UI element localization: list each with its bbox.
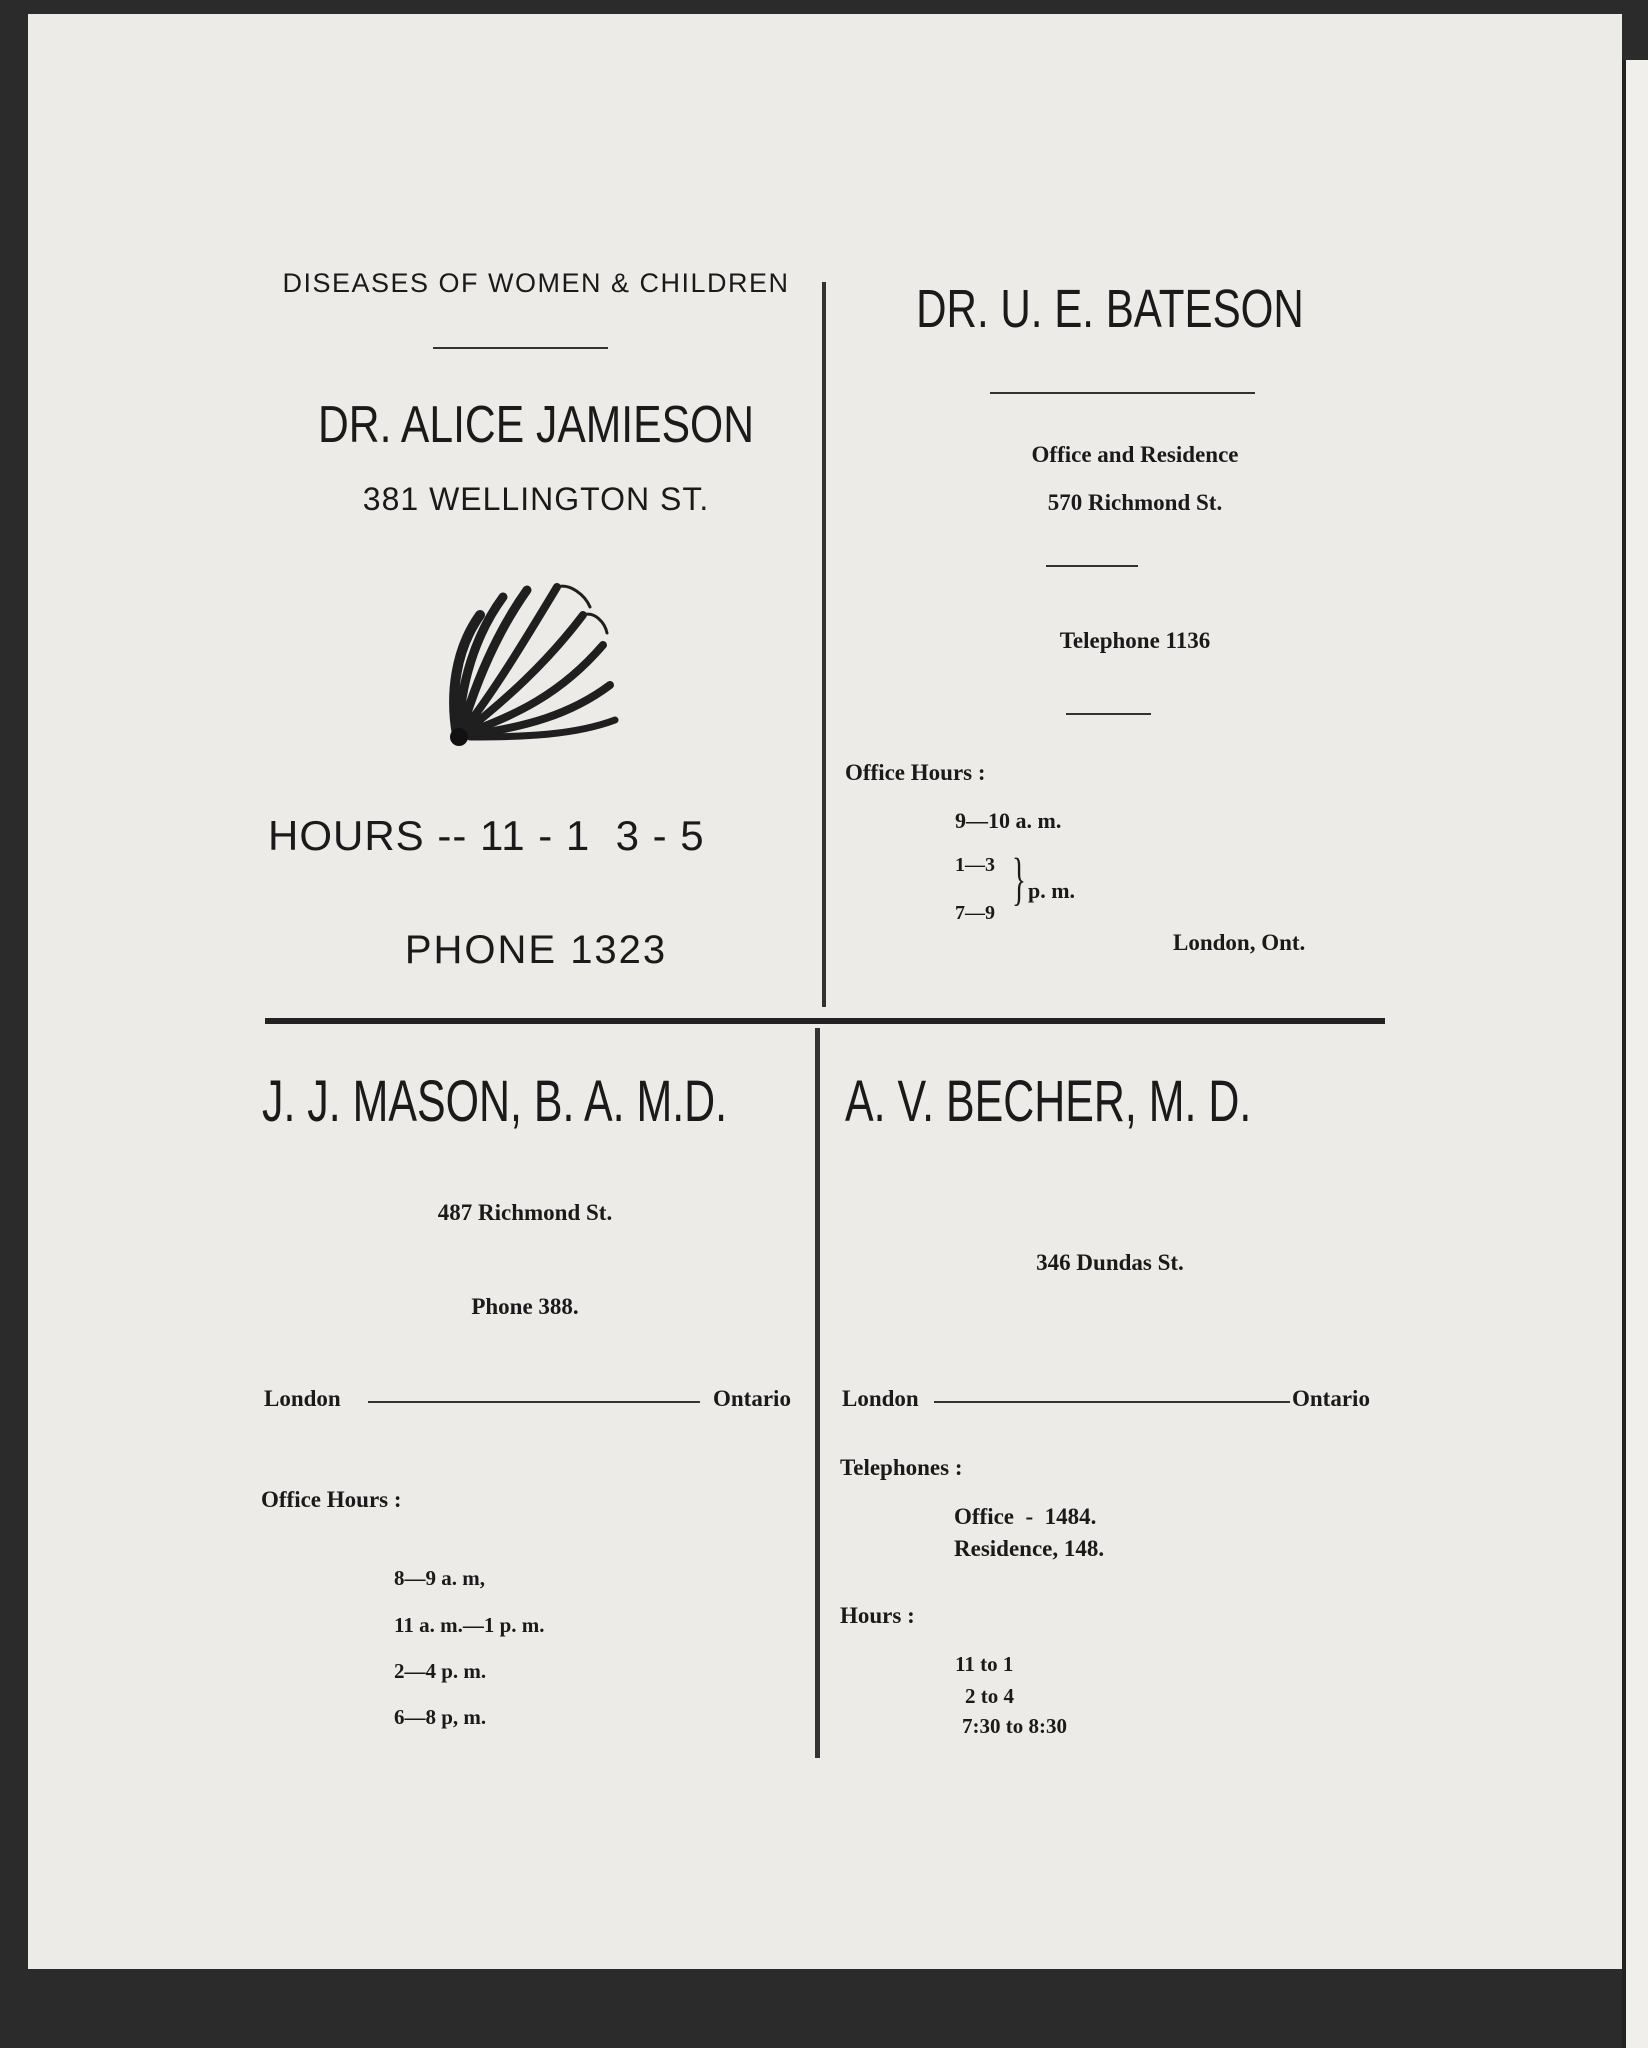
- becher-address: 346 Dundas St.: [1036, 1250, 1184, 1275]
- mason-hours-4: 6—8 p, m.: [394, 1705, 487, 1729]
- mason-address: 487 Richmond St.: [437, 1200, 613, 1225]
- bateson-address: 570 Richmond St.: [1047, 490, 1223, 515]
- bateson-hours-pm-suffix: p. m.: [1028, 878, 1076, 903]
- mason-province: Ontario: [713, 1386, 791, 1411]
- jamieson-specialty: DISEASES OF WOMEN & CHILDREN: [282, 268, 790, 298]
- becher-address-line: [934, 1401, 1290, 1403]
- bateson-rule-3: [1066, 713, 1151, 715]
- bateson-hours-am: 9—10 a. m.: [955, 808, 1062, 833]
- vertical-divider-top: [822, 282, 826, 1007]
- becher-hours-label: Hours :: [840, 1603, 915, 1628]
- becher-hours-3: 7:30 to 8:30: [962, 1714, 1067, 1738]
- bateson-hours-pm-2: 7—9: [955, 902, 995, 924]
- horizontal-divider: [265, 1018, 1385, 1024]
- jamieson-phone: PHONE 1323: [404, 928, 668, 972]
- palm-leaf-icon: [445, 575, 625, 750]
- bateson-rule-1: [990, 392, 1255, 394]
- becher-hours-1: 11 to 1: [955, 1652, 1014, 1676]
- becher-city: London: [842, 1386, 919, 1411]
- bateson-hours-label: Office Hours :: [845, 760, 986, 785]
- mason-hours-label: Office Hours :: [261, 1487, 402, 1512]
- page-spine: [1622, 60, 1648, 2048]
- mason-address-line: [368, 1401, 700, 1403]
- bateson-office-label: Office and Residence: [1031, 442, 1239, 467]
- vertical-divider-bottom: [815, 1028, 820, 1758]
- mason-hours-1: 8—9 a. m,: [394, 1566, 485, 1590]
- mason-city: London: [264, 1386, 341, 1411]
- jamieson-rule: [433, 347, 608, 349]
- jamieson-address: 381 WELLINGTON ST.: [362, 481, 710, 517]
- becher-hours-2: 2 to 4: [965, 1684, 1014, 1708]
- becher-telephones-label: Telephones :: [840, 1455, 963, 1480]
- jamieson-hours: HOURS -- 11 - 1 3 - 5: [268, 812, 705, 859]
- mason-name: J. J. MASON, B. A. M.D.: [262, 1069, 728, 1134]
- mason-hours-3: 2—4 p. m.: [394, 1659, 487, 1683]
- bateson-telephone: Telephone 1136: [1059, 628, 1211, 653]
- bateson-city: London, Ont.: [1173, 930, 1306, 955]
- bateson-name: DR. U. E. BATESON: [916, 279, 1304, 339]
- mason-hours-2: 11 a. m.—1 p. m.: [394, 1613, 545, 1637]
- becher-office-phone: Office - 1484.: [954, 1504, 1097, 1529]
- becher-residence-phone: Residence, 148.: [954, 1536, 1105, 1561]
- mason-phone: Phone 388.: [471, 1294, 579, 1319]
- bateson-hours-pm-1: 1—3: [955, 854, 995, 876]
- bateson-brace: }: [1011, 846, 1026, 911]
- becher-name: A. V. BECHER, M. D.: [845, 1069, 1252, 1134]
- jamieson-name: DR. ALICE JAMIESON: [318, 396, 754, 454]
- bateson-rule-2: [1046, 565, 1138, 567]
- becher-province: Ontario: [1292, 1386, 1370, 1411]
